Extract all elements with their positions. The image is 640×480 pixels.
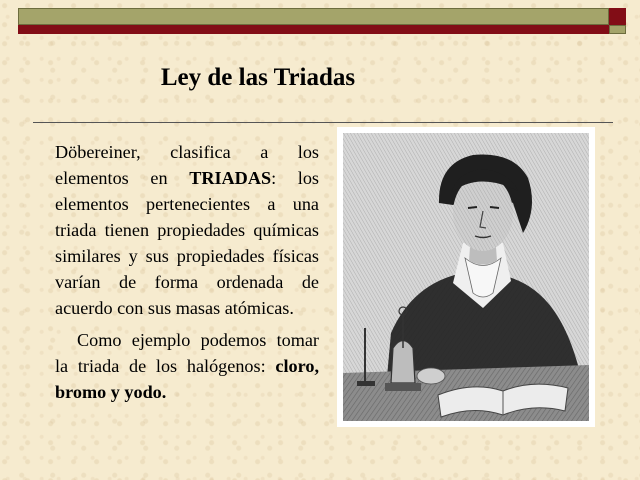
triadas-term: TRIADAS (189, 168, 272, 188)
paragraph-1-text-a: Döbereiner, clasifica a los elementos en (55, 142, 319, 188)
halogens-list: cloro, bromo y yodo. (55, 356, 319, 402)
header-bar-maroon (18, 25, 609, 34)
portrait-image (337, 127, 595, 427)
header-bar-olive (18, 8, 609, 25)
body-text (55, 139, 319, 405)
portrait-illustration (343, 133, 589, 421)
header-square-maroon (609, 8, 626, 25)
paragraph-1 (55, 139, 319, 321)
slide-title: Ley de las Triadas (160, 64, 356, 91)
paragraph-1-text-b: : los elementos pertenecientes a una triada tienen propiedades químicas similares y sus propiedades físicas varían de forma ordenada de acuerdo con sus masas atómicas. (55, 168, 320, 318)
paragraph-2 (55, 327, 319, 405)
paragraph-2-text-a: Como ejemplo podemos tomar la triada de los halógenos: (55, 330, 319, 376)
header-square-olive (609, 25, 626, 34)
title-divider (33, 122, 613, 123)
